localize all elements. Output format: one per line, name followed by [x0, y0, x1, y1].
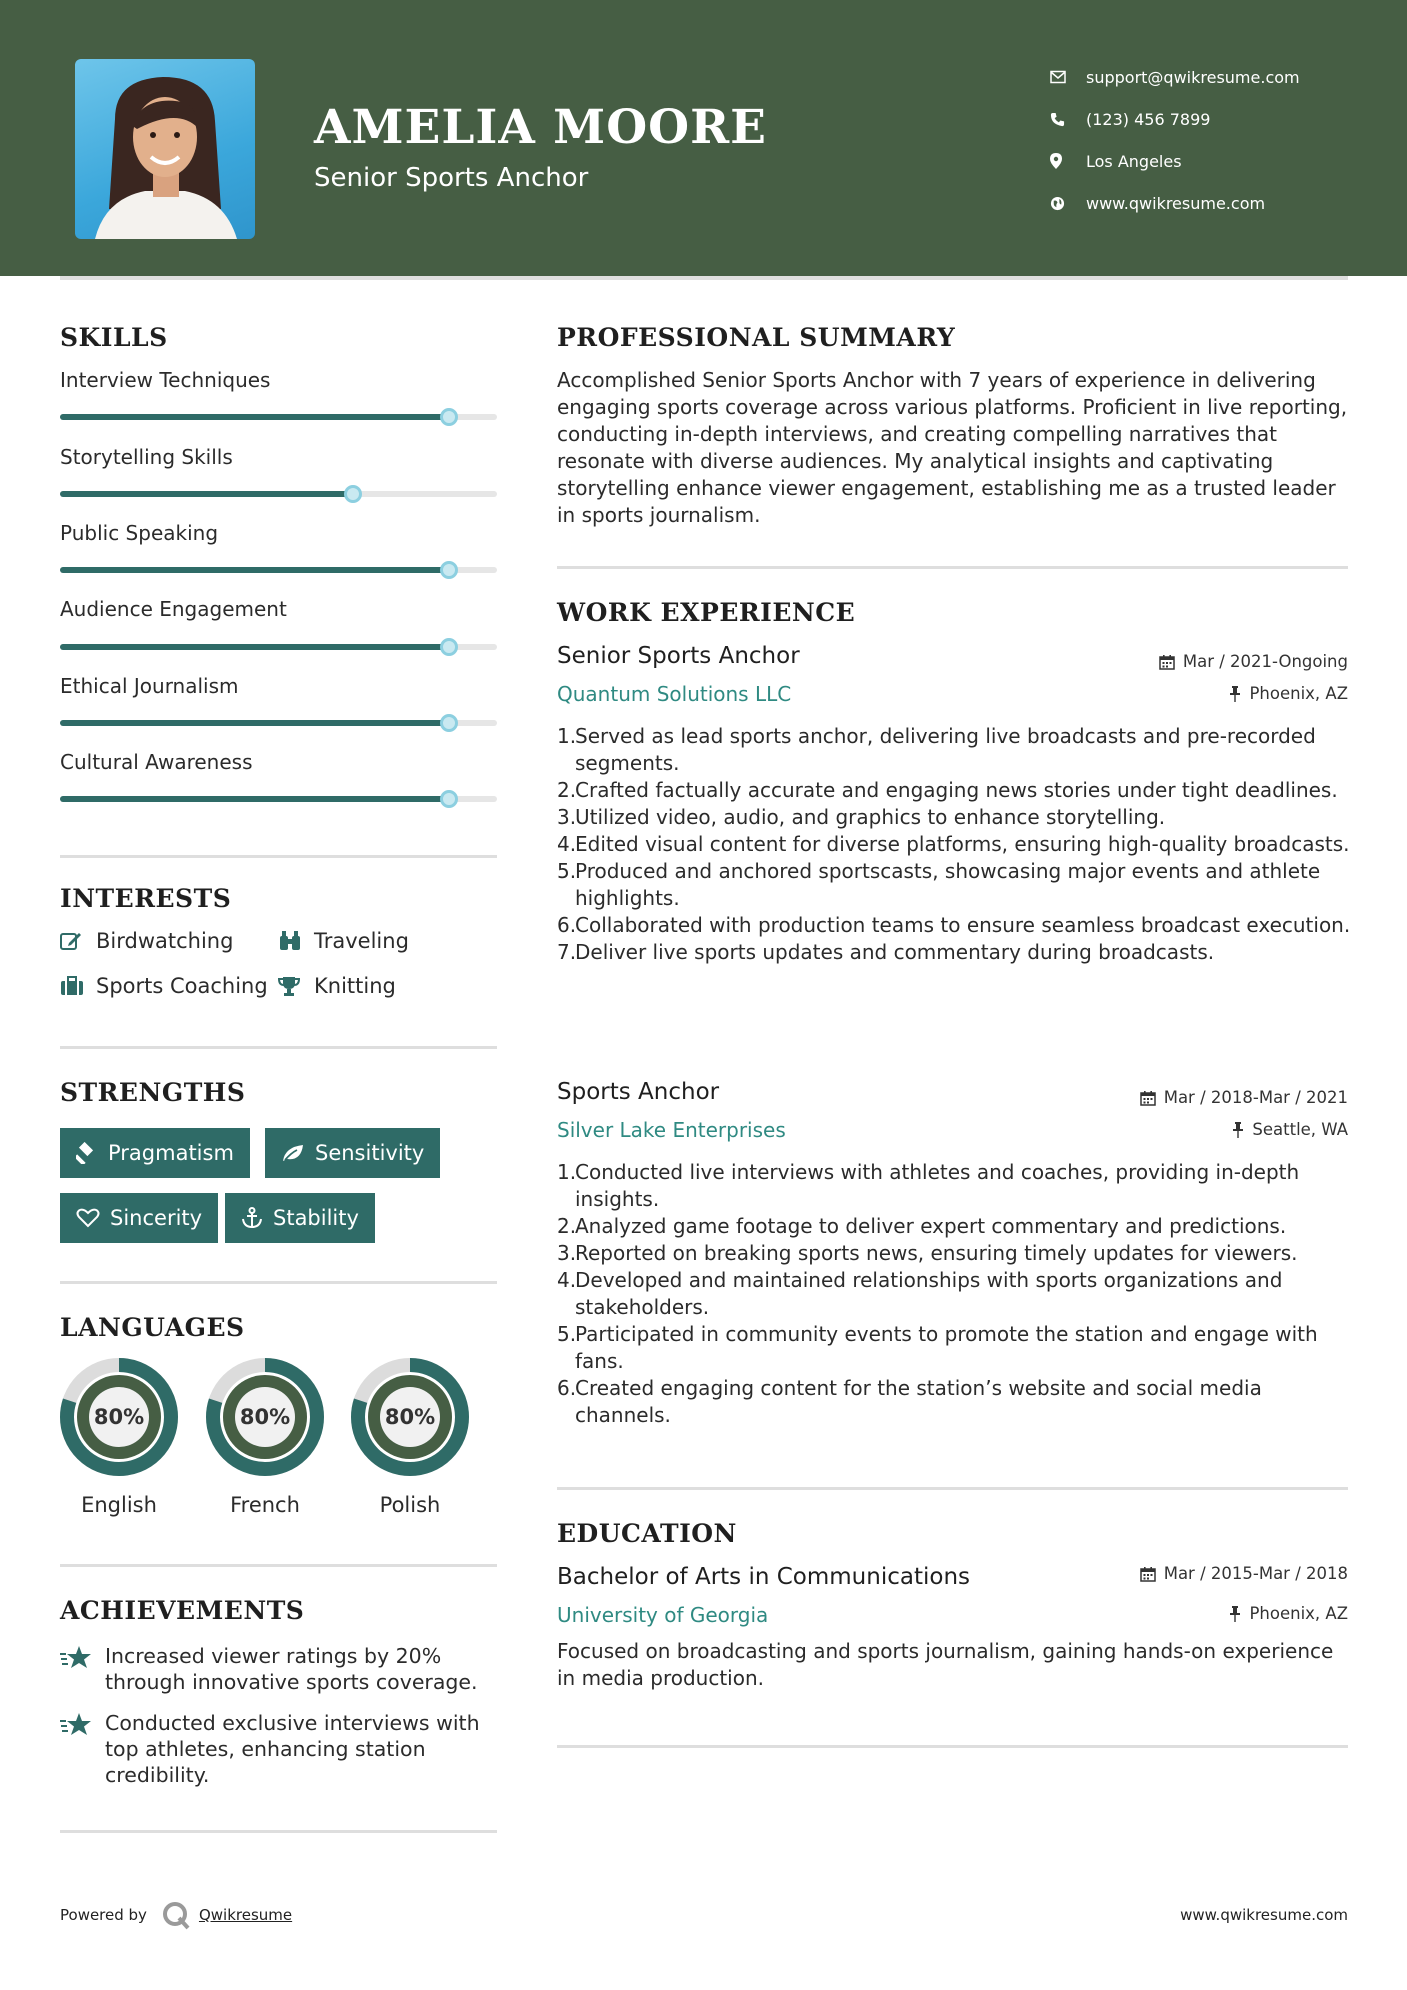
trophy-icon	[278, 975, 314, 997]
language-ring	[59, 1357, 179, 1481]
list-item: 3. Utilized video, audio, and graphics to enhance storytelling.	[557, 805, 1166, 829]
calendar-icon	[1140, 1566, 1156, 1582]
interest-item	[60, 929, 233, 953]
resume-header	[0, 0, 1407, 276]
list-item: 5. Participated in community events to promote the station and engage with fans.	[557, 1322, 1318, 1373]
envelope-icon	[1050, 70, 1086, 84]
language-percent: 80%	[384, 1405, 436, 1429]
interest-label: Sports Coaching	[96, 974, 268, 998]
globe-icon	[1050, 196, 1086, 211]
list-item: 1. Served as lead sports anchor, delivering live broadcasts and pre-recorded segments.	[557, 724, 1316, 775]
section-divider	[60, 1564, 497, 1567]
binoculars-icon	[278, 930, 314, 952]
interest-item	[278, 929, 409, 953]
candidate-role: Senior Sports Anchor	[314, 163, 589, 193]
interest-label: Knitting	[314, 974, 396, 998]
skill-bar-fill	[60, 644, 449, 650]
section-divider	[60, 1830, 497, 1833]
skill-bar	[60, 796, 497, 802]
job-responsibilities	[557, 1159, 1357, 1429]
language-label: English	[81, 1493, 157, 1517]
interests-heading: INTERESTS	[60, 884, 232, 913]
language-label: Polish	[379, 1493, 441, 1517]
section-divider	[557, 1745, 1348, 1748]
achievement-item	[60, 1643, 500, 1695]
heart-icon	[76, 1208, 100, 1228]
strength-tag	[60, 1193, 218, 1243]
skill-label: Audience Engagement	[60, 597, 287, 621]
skill-bar-fill	[60, 796, 449, 802]
interest-item	[278, 974, 396, 998]
profile-photo	[75, 59, 255, 239]
header-divider	[60, 276, 1348, 280]
job-dates-text: Mar / 2018-Mar / 2021	[1163, 1088, 1348, 1107]
pushpin-icon	[1232, 1122, 1244, 1138]
skill-bar	[60, 567, 497, 573]
skill-bar-knob	[440, 638, 458, 656]
powered-by-text: Powered by	[60, 1906, 147, 1924]
contact-website-text: www.qwikresume.com	[1086, 193, 1266, 213]
skill-bar-fill	[60, 567, 449, 573]
anchor-icon	[241, 1207, 263, 1229]
education-degree: Bachelor of Arts in Communications	[557, 1564, 971, 1590]
pushpin-icon	[1229, 686, 1241, 702]
job-location	[1229, 684, 1348, 703]
list-item: 2. Analyzed game footage to deliver expert commentary and predictions.	[557, 1214, 1287, 1238]
section-divider	[60, 1046, 497, 1049]
strength-tag	[265, 1128, 440, 1178]
star-icon	[60, 1710, 105, 1788]
skill-bar-knob	[440, 561, 458, 579]
language-percent: 80%	[93, 1405, 145, 1429]
skill-bar	[60, 491, 497, 497]
job-company: Silver Lake Enterprises	[557, 1118, 786, 1142]
skill-bar-knob	[440, 714, 458, 732]
language-ring	[350, 1357, 470, 1481]
job-title: Sports Anchor	[557, 1079, 720, 1105]
job-dates-text: Mar / 2021-Ongoing	[1182, 652, 1348, 671]
interest-label: Traveling	[314, 929, 409, 953]
list-item: 2. Crafted factually accurate and engaging news stories under tight deadlines.	[557, 778, 1338, 802]
contact-website[interactable]	[1050, 182, 1300, 224]
education-heading: EDUCATION	[557, 1519, 737, 1548]
achievements-heading: ACHIEVEMENTS	[60, 1596, 305, 1625]
languages-heading: LANGUAGES	[60, 1313, 245, 1342]
skill-bar-knob	[440, 790, 458, 808]
contact-phone-text: (123) 456 7899	[1086, 109, 1211, 129]
list-item: 4. Developed and maintained relationships with sports organizations and stakeholders.	[557, 1268, 1283, 1319]
contact-list	[1050, 56, 1300, 224]
summary-text: Accomplished Senior Sports Anchor with 7 years of experience in delivering engaging sports coverage across various platforms. Proficient in live reporting, conducting in-depth interviews, and creating compelling narratives that resonate with diverse audiences. My analytical insights and captivating storytelling enhance viewer engagement, establishing me as a trusted leader in sports journalism.	[557, 368, 1348, 527]
contact-email-text: support@qwikresume.com	[1086, 67, 1300, 87]
strength-tag	[60, 1128, 250, 1178]
skills-heading: SKILLS	[60, 323, 168, 352]
job-location	[1232, 1120, 1348, 1139]
skill-bar-fill	[60, 414, 449, 420]
section-divider	[60, 1281, 497, 1284]
footer-powered-by	[60, 1900, 292, 1930]
leaf-icon	[281, 1143, 305, 1163]
pushpin-icon	[1229, 1606, 1241, 1622]
map-marker-icon	[1050, 153, 1086, 169]
language-ring	[205, 1357, 325, 1481]
education-location-text: Phoenix, AZ	[1249, 1604, 1348, 1623]
strengths-heading: STRENGTHS	[60, 1078, 246, 1107]
phone-icon	[1050, 112, 1086, 127]
list-item: 6. Collaborated with production teams to ensure seamless broadcast execution.	[557, 913, 1351, 937]
list-item: 1. Conducted live interviews with athletes and coaches, providing in-depth insights.	[557, 1160, 1300, 1211]
strength-label: Sensitivity	[315, 1141, 425, 1165]
achievement-text: Conducted exclusive interviews with top athletes, enhancing station credibility.	[105, 1711, 480, 1787]
skill-label: Ethical Journalism	[60, 674, 239, 698]
skill-bar-fill	[60, 720, 449, 726]
education-location	[1229, 1604, 1348, 1623]
summary-heading: PROFESSIONAL SUMMARY	[557, 323, 956, 352]
skill-bar-knob	[440, 408, 458, 426]
skill-label: Public Speaking	[60, 521, 219, 545]
strength-tag	[225, 1193, 375, 1243]
job-location-text: Seattle, WA	[1252, 1120, 1348, 1139]
achievement-text: Increased viewer ratings by 20% through innovative sports coverage.	[105, 1644, 478, 1694]
list-item: 7. Deliver live sports updates and commentary during broadcasts.	[557, 940, 1215, 964]
job-title: Senior Sports Anchor	[557, 643, 800, 669]
skill-bar	[60, 414, 497, 420]
section-divider	[557, 566, 1348, 569]
skill-bar	[60, 644, 497, 650]
calendar-icon	[1159, 654, 1175, 670]
education-dates	[1140, 1564, 1348, 1583]
qwikresume-link[interactable]: Qwikresume	[198, 1906, 293, 1924]
skill-bar	[60, 720, 497, 726]
experience-heading: WORK EXPERIENCE	[557, 598, 856, 627]
education-description: Focused on broadcasting and sports journalism, gaining hands-on experience in media production.	[557, 1639, 1334, 1690]
language-label: French	[230, 1493, 300, 1517]
education-school: University of Georgia	[557, 1603, 769, 1627]
job-location-text: Phoenix, AZ	[1249, 684, 1348, 703]
contact-location-text: Los Angeles	[1086, 151, 1182, 171]
section-divider	[60, 855, 497, 858]
strength-label: Pragmatism	[108, 1141, 234, 1165]
skill-bar-fill	[60, 491, 353, 497]
contact-email[interactable]	[1050, 56, 1300, 98]
star-icon	[60, 1643, 105, 1695]
list-item: 5. Produced and anchored sportscasts, showcasing major events and athlete highlights.	[557, 859, 1321, 910]
edit-icon	[60, 931, 96, 951]
strength-label: Stability	[273, 1206, 359, 1230]
job-dates	[1140, 1088, 1348, 1107]
candidate-name: AMELIA MOORE	[314, 100, 767, 155]
job-dates	[1159, 652, 1348, 671]
skill-label: Storytelling Skills	[60, 445, 233, 469]
list-item: 4. Edited visual content for diverse platforms, ensuring high-quality broadcasts.	[557, 832, 1350, 856]
footer-website[interactable]: www.qwikresume.com	[1180, 1906, 1348, 1924]
contact-location	[1050, 140, 1300, 182]
qwikresume-logo-icon	[161, 1900, 191, 1930]
list-item: 6. Created engaging content for the station’s website and social media channels.	[557, 1376, 1262, 1427]
achievement-item	[60, 1710, 500, 1788]
skill-bar-knob	[344, 485, 362, 503]
education-dates-text: Mar / 2015-Mar / 2018	[1163, 1564, 1348, 1583]
skill-label: Cultural Awareness	[60, 750, 253, 774]
gavel-icon	[76, 1142, 98, 1164]
job-responsibilities	[557, 723, 1357, 966]
interest-item	[60, 974, 268, 998]
briefcase-icon	[60, 976, 96, 996]
calendar-icon	[1140, 1090, 1156, 1106]
strength-label: Sincerity	[110, 1206, 203, 1230]
job-company: Quantum Solutions LLC	[557, 682, 792, 706]
section-divider	[557, 1487, 1348, 1490]
list-item: 3. Reported on breaking sports news, ensuring timely updates for viewers.	[557, 1241, 1298, 1265]
skill-label: Interview Techniques	[60, 368, 271, 392]
interest-label: Birdwatching	[96, 929, 234, 953]
contact-phone[interactable]	[1050, 98, 1300, 140]
language-percent: 80%	[239, 1405, 291, 1429]
